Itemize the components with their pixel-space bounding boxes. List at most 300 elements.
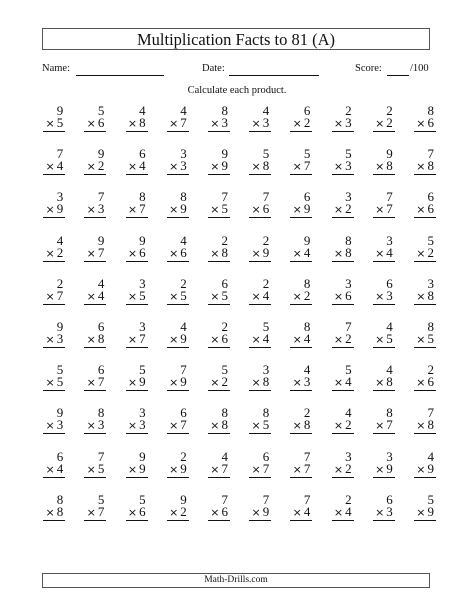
problem-top-number: 7 (303, 448, 311, 464)
multiply-sign: × (210, 246, 220, 260)
multiply-sign: × (375, 419, 385, 433)
multiply-sign: × (86, 203, 96, 217)
answer-rule (126, 131, 148, 132)
problem-top-number: 3 (139, 275, 146, 291)
problem (236, 277, 277, 320)
problem-bottom-line (416, 418, 434, 432)
problem (318, 190, 359, 233)
problem-bottom-line (210, 159, 228, 173)
answer-rule (84, 174, 106, 175)
problem-top-number: 5 (56, 362, 64, 378)
problem-bottom-number: 9 (221, 158, 228, 174)
problem-bottom-line (293, 505, 311, 519)
problem (277, 104, 318, 147)
multiply-sign: × (333, 117, 344, 130)
multiply-sign: × (251, 246, 261, 260)
multiply-sign: × (251, 289, 261, 303)
answer-rule (249, 304, 271, 305)
problem-bottom-number: 7 (97, 503, 105, 519)
problem (30, 406, 71, 449)
answer-rule (43, 304, 65, 305)
problem-bottom-line (169, 289, 187, 303)
problem-bottom-number: 3 (345, 158, 352, 174)
problem-bottom-number: 8 (386, 374, 393, 390)
multiply-sign: × (86, 419, 96, 433)
problem-bottom-line (375, 462, 393, 476)
multiply-sign: × (86, 376, 96, 390)
problem-bottom-line (375, 289, 393, 303)
multiply-sign: × (292, 462, 302, 476)
problem (277, 320, 318, 363)
multiply-sign: × (292, 160, 302, 174)
problem-bottom-line (169, 462, 187, 476)
problem-top-number: 4 (221, 448, 228, 464)
problem-bottom-number: 4 (56, 158, 64, 174)
problem (236, 104, 277, 147)
problem-bottom-number: 6 (97, 115, 105, 130)
problem-bottom-line (169, 332, 187, 346)
problem (30, 190, 71, 233)
problem (236, 493, 277, 536)
problem-top-number: 3 (386, 232, 393, 248)
multiply-sign: × (416, 160, 426, 174)
answer-rule (208, 174, 230, 175)
problem-top-number: 6 (427, 189, 434, 205)
problem-bottom-number: 6 (180, 244, 187, 260)
problem (30, 493, 71, 536)
problem-bottom-line (251, 246, 269, 260)
multiply-sign: × (292, 289, 302, 303)
answer-rule (167, 520, 189, 521)
multiply-sign: × (169, 462, 179, 476)
multiply-sign: × (416, 419, 426, 433)
multiply-sign: × (416, 117, 426, 130)
problem-top-number: 8 (262, 405, 270, 421)
problem (318, 234, 359, 277)
problem-bottom-number: 8 (262, 374, 270, 390)
problem (112, 190, 153, 233)
problem-top-number: 5 (97, 103, 105, 118)
problem-top-number: 6 (386, 275, 393, 291)
problem-bottom-number: 4 (56, 460, 64, 476)
answer-rule (43, 131, 65, 132)
answer-rule (332, 261, 354, 262)
multiply-sign: × (45, 160, 55, 174)
problem-bottom-number: 4 (303, 244, 311, 260)
problem-bottom-number: 8 (345, 244, 352, 260)
problem (401, 104, 442, 147)
problem-bottom-number: 7 (221, 460, 228, 476)
problem-top-number: 3 (386, 448, 393, 464)
problem (30, 104, 71, 147)
problem-top-number: 4 (97, 275, 105, 291)
multiply-sign: × (251, 160, 261, 174)
problem-bottom-line (87, 246, 105, 260)
multiply-sign: × (375, 160, 385, 174)
multiply-sign: × (86, 160, 96, 174)
multiply-sign: × (45, 462, 55, 476)
problem-bottom-number: 5 (221, 287, 228, 303)
problem-bottom-line (416, 289, 434, 303)
problem (154, 277, 195, 320)
multiply-sign: × (416, 462, 426, 476)
problem (277, 234, 318, 277)
problem (71, 104, 112, 147)
problem (71, 493, 112, 536)
problem-bottom-number: 4 (345, 503, 352, 519)
problem-top-number: 3 (139, 405, 146, 421)
multiply-sign: × (45, 333, 55, 346)
multiply-sign: × (333, 289, 344, 303)
instruction: Calculate each product. (187, 85, 287, 96)
problem-top-number: 2 (345, 491, 352, 507)
problem-top-number: 6 (303, 189, 311, 205)
problem (401, 147, 442, 190)
problem (360, 450, 401, 493)
answer-rule (249, 217, 271, 218)
multiply-sign: × (127, 376, 138, 390)
problem-bottom-line (416, 116, 434, 130)
problem (401, 363, 442, 406)
answer-rule (373, 304, 395, 305)
problem-top-number: 2 (56, 275, 64, 291)
problem (154, 450, 195, 493)
problem-bottom-line (45, 159, 63, 173)
problem-bottom-line (375, 418, 393, 432)
problem-bottom-number: 7 (303, 460, 311, 476)
answer-rule (167, 217, 189, 218)
problem-bottom-line (293, 159, 311, 173)
problem-bottom-number: 7 (180, 115, 187, 130)
problem-top-number: 2 (303, 405, 311, 421)
problem-top-number: 9 (139, 232, 146, 248)
problem (30, 450, 71, 493)
problem-bottom-number: 6 (139, 244, 146, 260)
problem (277, 147, 318, 190)
problem (154, 104, 195, 147)
problem-bottom-number: 2 (345, 460, 352, 476)
problem-bottom-line (293, 246, 311, 260)
answer-rule (43, 261, 65, 262)
answer-rule (290, 477, 312, 478)
problem-bottom-line (87, 202, 105, 216)
problem (71, 450, 112, 493)
problem (236, 406, 277, 449)
problem-top-number: 6 (262, 448, 270, 464)
problem-bottom-number: 2 (345, 201, 352, 217)
problem-bottom-number: 6 (345, 287, 352, 303)
answer-rule (43, 217, 65, 218)
problem-bottom-number: 5 (97, 460, 105, 476)
problem-bottom-line (416, 375, 434, 389)
multiply-sign: × (169, 505, 179, 519)
problem-bottom-line (416, 462, 434, 476)
answer-rule (249, 390, 271, 391)
problem-bottom-line (169, 418, 187, 432)
problem (318, 320, 359, 363)
problem (154, 234, 195, 277)
answer-rule (43, 390, 65, 391)
problem (236, 234, 277, 277)
problem-bottom-line (293, 289, 311, 303)
problem-top-number: 5 (97, 491, 105, 507)
problem-bottom-line (169, 116, 187, 130)
problem-bottom-line (334, 418, 352, 432)
problem (195, 450, 236, 493)
answer-rule (84, 131, 106, 132)
problem-bottom-number: 7 (97, 244, 105, 260)
problem-bottom-number: 8 (427, 287, 434, 303)
answer-rule (414, 174, 436, 175)
problem-bottom-line (210, 202, 228, 216)
problem-bottom-number: 5 (139, 287, 146, 303)
problem-bottom-line (45, 462, 63, 476)
problem (195, 234, 236, 277)
multiply-sign: × (127, 160, 138, 174)
answer-rule (43, 520, 65, 521)
problem (30, 147, 71, 190)
multiply-sign: × (45, 117, 55, 130)
problem-top-number: 6 (386, 491, 393, 507)
problem-bottom-number: 8 (262, 158, 270, 174)
name-label: Name: (42, 63, 70, 74)
multiply-sign: × (127, 462, 138, 476)
problem-bottom-line (87, 375, 105, 389)
problem-bottom-number: 3 (386, 503, 393, 519)
answer-rule (43, 477, 65, 478)
problem-bottom-number: 6 (221, 331, 228, 346)
problem-top-number: 2 (180, 275, 187, 291)
problem-bottom-number: 8 (97, 331, 105, 346)
problem-top-number: 4 (303, 362, 311, 378)
answer-rule (373, 217, 395, 218)
answer-rule (373, 261, 395, 262)
problem-top-number: 7 (97, 448, 105, 464)
problem-top-number: 3 (262, 362, 270, 378)
problem (318, 493, 359, 536)
multiply-sign: × (210, 333, 220, 346)
problem-bottom-number: 3 (180, 158, 187, 174)
multiply-sign: × (127, 505, 138, 519)
problem (112, 277, 153, 320)
problem-bottom-line (251, 462, 269, 476)
answer-rule (167, 174, 189, 175)
problem-bottom-line (293, 116, 311, 130)
problem (195, 493, 236, 536)
problem-bottom-line (45, 116, 63, 130)
multiply-sign: × (127, 333, 138, 346)
problem-bottom-line (375, 159, 393, 173)
problem-bottom-line (45, 418, 63, 432)
problem (154, 147, 195, 190)
problem-top-number: 6 (56, 448, 64, 464)
problem-bottom-line (251, 202, 269, 216)
problem-bottom-line (251, 332, 269, 346)
problem-top-number: 8 (427, 319, 434, 334)
problem-bottom-number: 3 (97, 201, 105, 217)
answer-rule (290, 217, 312, 218)
problem-top-number: 4 (427, 448, 434, 464)
problem-top-number: 3 (56, 189, 64, 205)
problem-top-number: 7 (262, 189, 270, 205)
multiply-sign: × (375, 376, 385, 390)
problem-top-number: 4 (56, 232, 64, 248)
problem-bottom-line (87, 159, 105, 173)
problem-bottom-line (334, 375, 352, 389)
multiply-sign: × (86, 505, 96, 519)
multiply-sign: × (292, 505, 302, 519)
problem-bottom-line (87, 289, 105, 303)
answer-rule (332, 477, 354, 478)
problem-bottom-number: 3 (56, 417, 64, 433)
problem-bottom-number: 3 (262, 115, 270, 130)
multiply-sign: × (416, 246, 426, 260)
answer-rule (84, 261, 106, 262)
problem (401, 234, 442, 277)
answer-rule (84, 477, 106, 478)
problem-top-number: 4 (386, 319, 393, 334)
problem (195, 277, 236, 320)
problem-top-number: 8 (97, 405, 105, 421)
problem-bottom-line (375, 116, 393, 130)
problem (277, 406, 318, 449)
problem-bottom-number: 6 (427, 374, 434, 390)
answer-rule (290, 174, 312, 175)
problem (112, 406, 153, 449)
problem-grid (30, 104, 442, 536)
answer-rule (249, 261, 271, 262)
multiply-sign: × (416, 376, 426, 390)
problem-bottom-line (128, 505, 146, 519)
problem-bottom-number: 7 (139, 201, 146, 217)
problem-bottom-number: 3 (139, 417, 146, 433)
multiply-sign: × (292, 333, 302, 346)
problem-bottom-line (334, 332, 352, 346)
multiply-sign: × (333, 376, 344, 390)
multiply-sign: × (45, 505, 55, 519)
problem-top-number: 9 (221, 146, 228, 162)
problem-bottom-number: 9 (139, 374, 146, 390)
problem-bottom-number: 7 (97, 374, 105, 390)
problem (236, 190, 277, 233)
problem (30, 234, 71, 277)
problem (30, 320, 71, 363)
problem (277, 450, 318, 493)
problem-bottom-line (293, 332, 311, 346)
answer-rule (84, 347, 106, 348)
multiply-sign: × (86, 333, 96, 346)
multiply-sign: × (210, 117, 220, 130)
answer-rule (208, 347, 230, 348)
problem (318, 450, 359, 493)
problem-top-number: 8 (180, 189, 187, 205)
problem-bottom-number: 9 (56, 201, 64, 217)
problem-top-number: 4 (262, 103, 270, 118)
problem (112, 493, 153, 536)
problem-bottom-line (334, 505, 352, 519)
problem-bottom-number: 9 (427, 503, 434, 519)
problem-top-number: 4 (139, 103, 146, 118)
problem-bottom-line (375, 246, 393, 260)
answer-rule (373, 131, 395, 132)
problem-bottom-line (169, 505, 187, 519)
problem (154, 363, 195, 406)
problem-top-number: 7 (345, 319, 352, 334)
answer-rule (373, 477, 395, 478)
answer-rule (126, 390, 148, 391)
problem-bottom-line (87, 332, 105, 346)
problem-top-number: 5 (345, 362, 352, 378)
problem-bottom-line (334, 462, 352, 476)
problem-bottom-line (416, 505, 434, 519)
problem-top-number: 8 (221, 103, 228, 118)
answer-rule (290, 131, 312, 132)
answer-rule (290, 261, 312, 262)
answer-rule (167, 131, 189, 132)
problem (236, 147, 277, 190)
problem (71, 363, 112, 406)
problem (71, 190, 112, 233)
problem-bottom-number: 5 (427, 331, 434, 346)
multiply-sign: × (375, 333, 385, 346)
multiply-sign: × (86, 246, 96, 260)
problem-bottom-line (293, 418, 311, 432)
answer-rule (249, 520, 271, 521)
answer-rule (249, 433, 271, 434)
problem-top-number: 9 (97, 146, 105, 162)
problem-bottom-line (87, 505, 105, 519)
multiply-sign: × (169, 117, 179, 130)
problem (195, 147, 236, 190)
problem-bottom-line (210, 289, 228, 303)
problem-bottom-number: 9 (180, 460, 187, 476)
problem (154, 493, 195, 536)
problem-bottom-line (128, 462, 146, 476)
problem-top-number: 6 (180, 405, 187, 421)
problem-bottom-line (334, 289, 352, 303)
problem-bottom-number: 5 (56, 115, 64, 130)
answer-rule (332, 520, 354, 521)
problem-bottom-line (375, 505, 393, 519)
problem-top-number: 6 (221, 275, 228, 291)
multiply-sign: × (45, 419, 55, 433)
problem-bottom-number: 7 (139, 331, 146, 346)
answer-rule (167, 304, 189, 305)
problem-top-number: 3 (139, 319, 146, 334)
problem (112, 320, 153, 363)
multiply-sign: × (169, 289, 179, 303)
problem-bottom-number: 3 (386, 287, 393, 303)
problem-bottom-number: 7 (262, 460, 270, 476)
answer-rule (373, 347, 395, 348)
answer-rule (126, 304, 148, 305)
problem-bottom-number: 4 (97, 287, 105, 303)
info-row (0, 62, 474, 78)
problem (360, 406, 401, 449)
answer-rule (126, 347, 148, 348)
multiply-sign: × (169, 203, 179, 217)
problem-top-number: 6 (303, 103, 311, 118)
problem-bottom-line (128, 159, 146, 173)
answer-rule (167, 261, 189, 262)
multiply-sign: × (251, 505, 261, 519)
multiply-sign: × (292, 246, 302, 260)
answer-rule (208, 520, 230, 521)
answer-rule (373, 174, 395, 175)
answer-rule (249, 174, 271, 175)
problem-bottom-line (416, 159, 434, 173)
multiply-sign: × (210, 462, 220, 476)
